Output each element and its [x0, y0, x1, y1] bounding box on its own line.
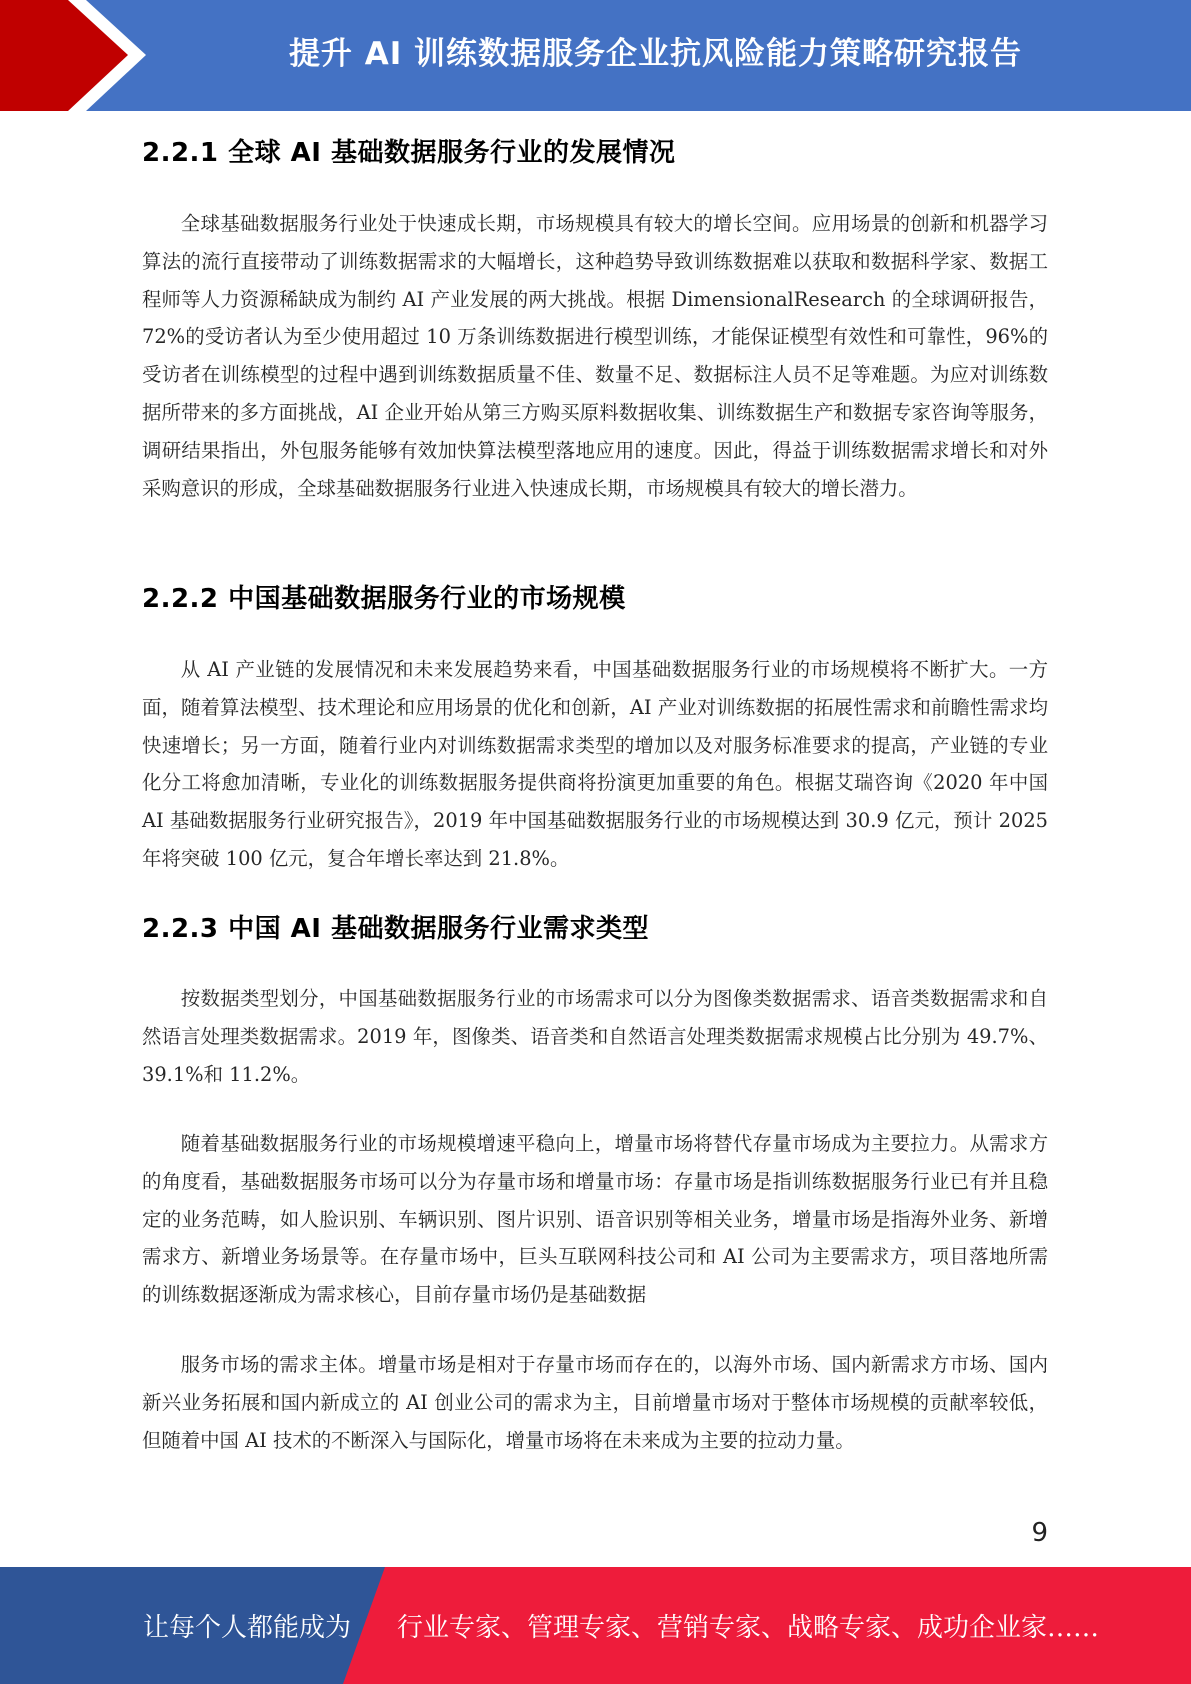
- footer-slogan-right: 行业专家、管理专家、营销专家、战略专家、成功企业家……: [397, 1613, 1100, 1643]
- section-heading-2-2-1: 2.2.1 全球 AI 基础数据服务行业的发展情况: [142, 138, 676, 168]
- section-2-2-3-paragraph-2: 随着基础数据服务行业的市场规模增速平稳向上，增量市场将替代存量市场成为主要拉力。从需求方的角度看，基础数据服务市场可以分为存量市场和增量市场：存量市场是指训练数据服务行业已有并且稳定的业务范畴，如人脸识别、车辆识别、图片识别、语音识别等相关业务，增量市场是指海外业务、新增需求方、新增业务场景等。在存量市场中，巨头互联网科技公司和 AI 公司为主要需求方，项目落地所需的训练数据逐渐成为需求核心，目前存量市场仍是基础数据: [142, 1132, 1048, 1307]
- section-2-2-1-paragraph: 全球基础数据服务行业处于快速成长期，市场规模具有较大的增长空间。应用场景的创新和机器学习算法的流行直接带动了训练数据需求的大幅增长，这种趋势导致训练数据难以获取和数据科学家、数据工程师等人力资源稀缺成为制约 AI 产业发展的两大挑战。根据 DimensionalResearch 的全球调研报告，72%的受访者认为至少使用超过 10 万条训练数据进行模型训练，才能保证模型有效性和可靠性，96%的受访者在训练模型的过程中遇到训练数据质量不佳、数量不足、数据标注人员不足等难题。为应对训练数据所带来的多方面挑战，AI 企业开始从第三方购买原料数据收集、训练数据生产和数据专家咨询等服务，调研结果指出，外包服务能够有效加快算法模型落地应用的速度。因此，得益于训练数据需求增长和对外采购意识的形成，全球基础数据服务行业进入快速成长期，市场规模具有较大的增长潜力。: [142, 212, 1048, 500]
- section-heading-2-2-3: 2.2.3 中国 AI 基础数据服务行业需求类型: [142, 914, 649, 944]
- page-number: 9: [1031, 1518, 1048, 1548]
- header-banner: [0, 0, 1191, 111]
- footer-banner: [0, 1567, 1191, 1684]
- section-2-2-3-paragraph-1: 按数据类型划分，中国基础数据服务行业的市场需求可以分为图像类数据需求、语音类数据需求和自然语言处理类数据需求。2019 年，图像类、语音类和自然语言处理类数据需求规模占比分别为 49.7%、39.1%和 11.2%。: [142, 987, 1048, 1086]
- section-heading-2-2-2: 2.2.2 中国基础数据服务行业的市场规模: [142, 584, 626, 614]
- footer-slogan-left: 让每个人都能成为: [143, 1613, 352, 1643]
- section-2-2-2-paragraph: 从 AI 产业链的发展情况和未来发展趋势来看，中国基础数据服务行业的市场规模将不断扩大。一方面，随着算法模型、技术理论和应用场景的优化和创新，AI 产业对训练数据的拓展性需求和前瞻性需求均快速增长；另一方面，随着行业内对训练数据需求类型的增加以及对服务标准要求的提高，产业链的专业化分工将愈加清晰，专业化的训练数据服务提供商将扮演更加重要的角色。根据艾瑞咨询《2020 年中国 AI 基础数据服务行业研究报告》，2019 年中国基础数据服务行业的市场规模达到 30.9 亿元，预计 2025 年将突破 100 亿元，复合年增长率达到 21.8%。: [142, 658, 1048, 870]
- section-2-2-3-paragraph-3: 服务市场的需求主体。增量市场是相对于存量市场而存在的，以海外市场、国内新需求方市场、国内新兴业务拓展和国内新成立的 AI 创业公司的需求为主，目前增量市场对于整体市场规模的贡献率较低，但随着中国 AI 技术的不断深入与国际化，增量市场将在未来成为主要的拉动力量。: [142, 1353, 1048, 1452]
- header-title: 提升 AI 训练数据服务企业抗风险能力策略研究报告: [288, 36, 1023, 72]
